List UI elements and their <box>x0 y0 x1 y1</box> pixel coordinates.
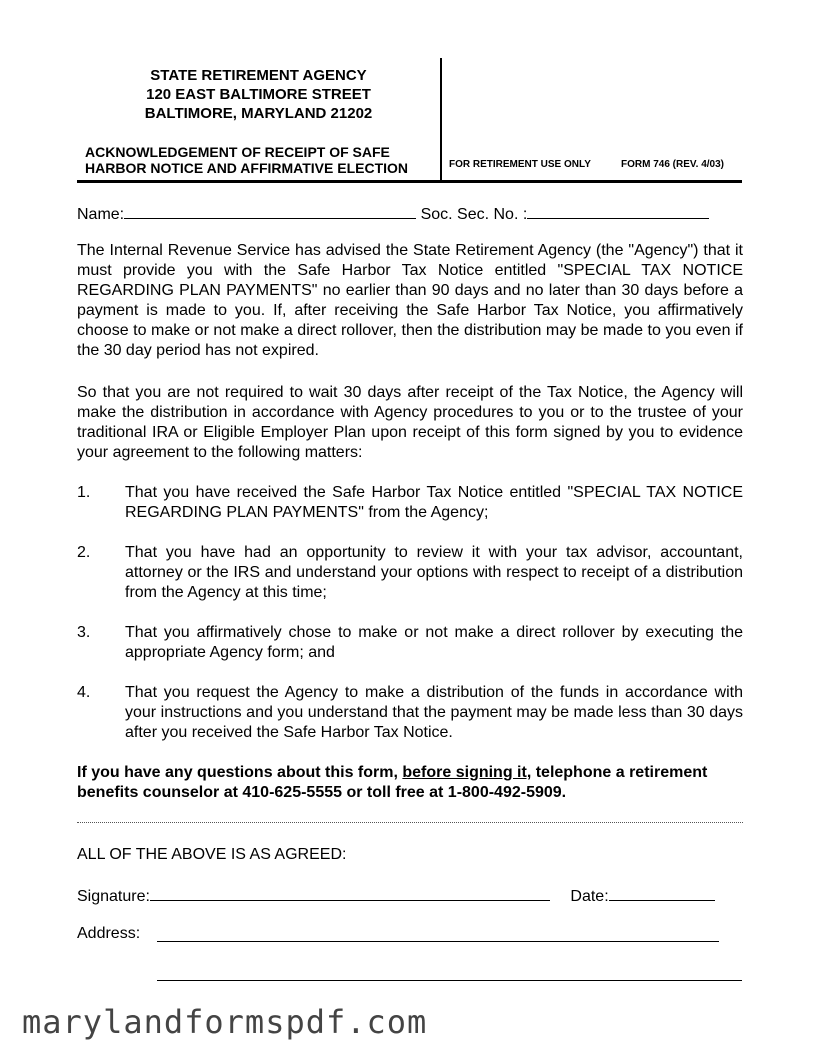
agency-address-block <box>77 66 440 123</box>
site-watermark: marylandformspdf.com <box>22 1003 428 1041</box>
list-item: 3. That you affirmatively chose to make or not make a direct rollover by executing the appropriate Agency form; and <box>77 624 743 661</box>
signature-row <box>77 884 715 907</box>
intro-paragraph: The Internal Revenue Service has advised the State Retirement Agency (the "Agency") that it must provide you with the Safe Harbor Tax Notice entitled "SPECIAL TAX NOTICE REGARDING PLAN PAYMENTS" no earlier than 90 days and no later than 30 days before a payment is made to you. If, after receiving the Safe Harbor Tax Notice, you affirmatively choose to make or not make a direct rollover, then the distribution may be made to you even if the 30 day period has not expired. <box>77 242 743 359</box>
address-row <box>77 924 140 944</box>
agreed-statement: ALL OF THE ABOVE IS AS AGREED: <box>77 846 347 863</box>
before-signing-emphasis: before signing it, <box>402 764 532 781</box>
date-field[interactable] <box>609 884 715 901</box>
name-label: Name: <box>77 206 125 223</box>
address-field-line1[interactable] <box>157 925 719 942</box>
dotted-separator <box>77 822 743 823</box>
signature-label: Signature: <box>77 888 150 905</box>
list-item: 4. That you request the Agency to make a distribution of the funds in accordance with your instructions and you understand that the payment may be made less than 30 days after you received the Safe Harbor Tax Notice. <box>77 684 743 741</box>
agency-city: BALTIMORE, MARYLAND 21202 <box>144 105 373 122</box>
form-number: FORM 746 (REV. 4/03) <box>621 159 725 170</box>
list-item: 1. That you have received the Safe Harbor Tax Notice entitled "SPECIAL TAX NOTICE REGARDING PLAN PAYMENTS" from the Agency; <box>77 484 743 521</box>
agency-name: STATE RETIREMENT AGENCY <box>150 67 367 84</box>
questions-note: If you have any questions about this form, before signing it, telephone a retirement benefits counselor at 410-625-5555 or toll free at 1-800-492-5909. <box>77 764 708 801</box>
form-title: ACKNOWLEDGEMENT OF RECEIPT OF SAFE HARBOR NOTICE AND AFFIRMATIVE ELECTION <box>85 144 409 176</box>
address-field-line2[interactable] <box>157 964 742 981</box>
ssn-field[interactable] <box>527 202 709 219</box>
ssn-label: Soc. Sec. No. : <box>420 206 528 223</box>
agency-street: 120 EAST BALTIMORE STREET <box>146 86 371 103</box>
signature-field[interactable] <box>150 884 550 901</box>
procedure-paragraph: So that you are not required to wait 30 days after receipt of the Tax Notice, the Agency will make the distribution in accordance with Agency procedures to you or to the trustee of your traditional IRA or Eligible Employer Plan upon receipt of this form signed by you to evidence your agreement to the following matters: <box>77 384 743 461</box>
form-header <box>77 58 742 183</box>
name-row <box>77 202 709 225</box>
address-label: Address: <box>77 925 141 942</box>
retirement-use-label: FOR RETIREMENT USE ONLY <box>449 159 591 170</box>
list-item: 2. That you have had an opportunity to review it with your tax advisor, accountant, attorney or the IRS and understand your options with respect to receipt of a distribution from the Agency at this time; <box>77 544 743 601</box>
name-field[interactable] <box>124 202 416 219</box>
date-label: Date: <box>570 888 609 905</box>
header-divider <box>440 58 442 180</box>
